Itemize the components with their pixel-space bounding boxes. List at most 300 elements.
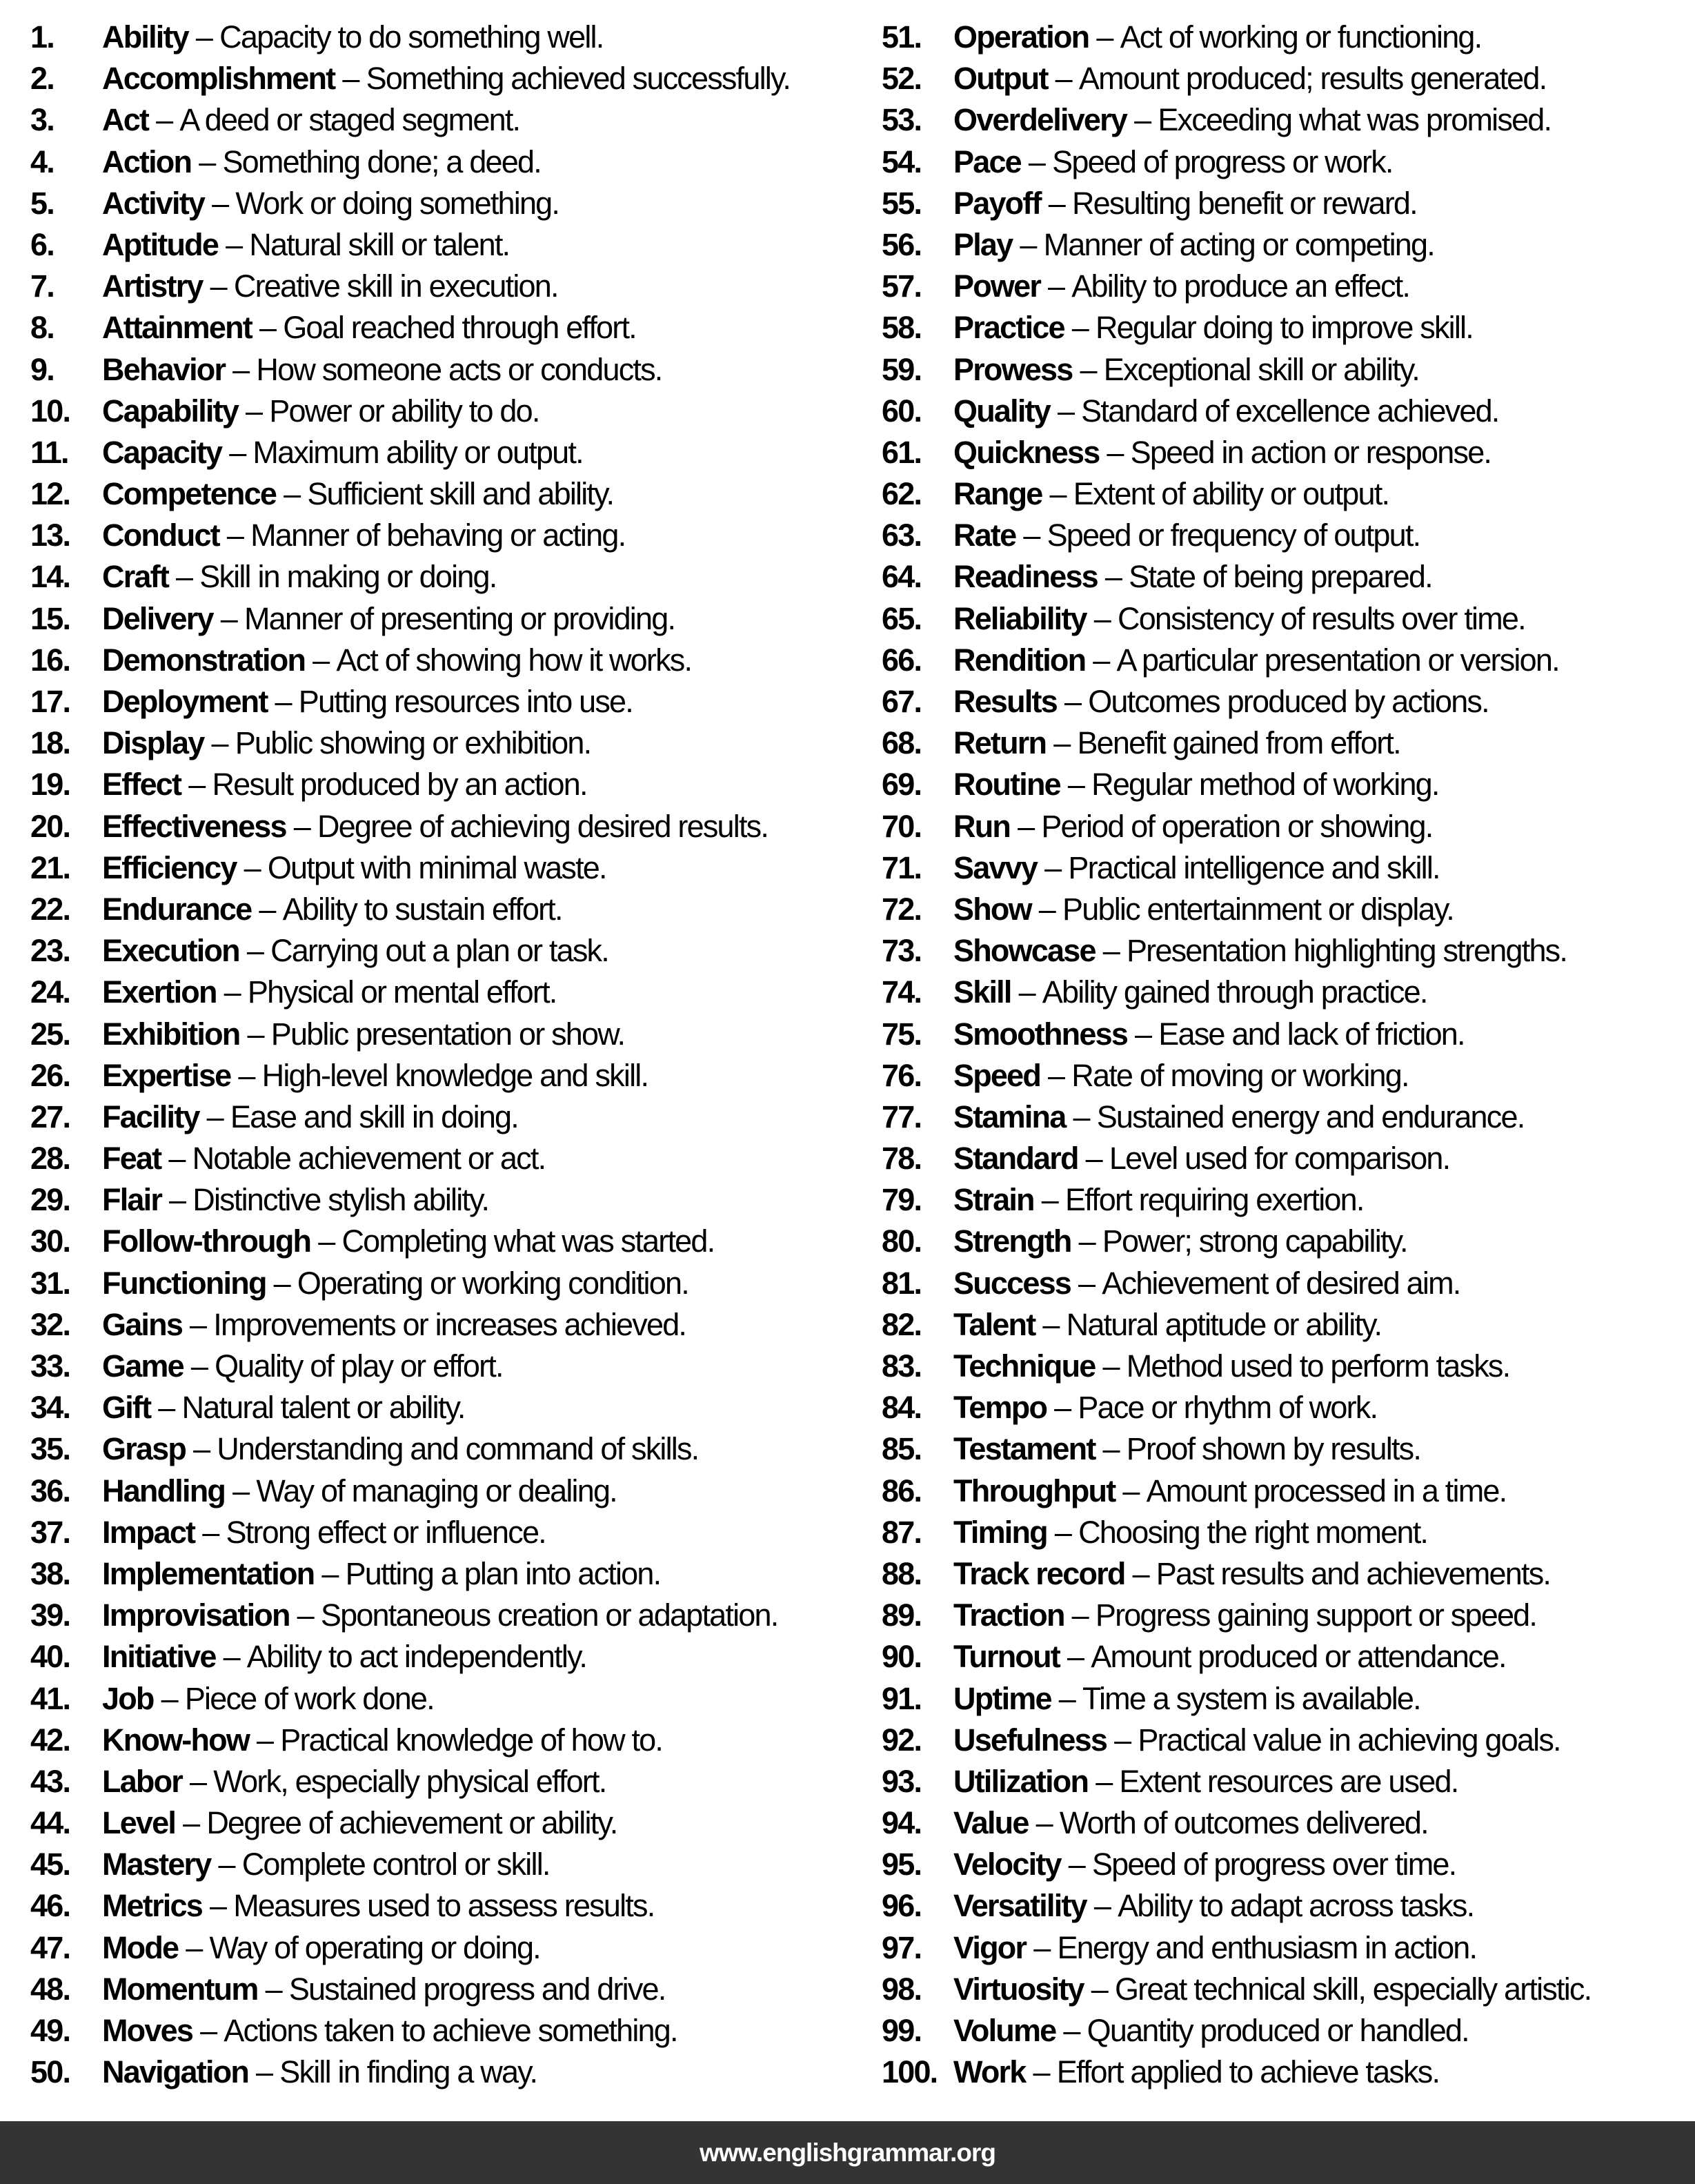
item-definition: Operating or working condition. [297,1265,688,1301]
item-term: Display [102,725,204,761]
item-number: 70. [882,808,922,844]
list-item [882,17,1694,58]
item-number: 95. [882,1847,922,1882]
list-item [30,1720,847,1761]
dash-separator: – [193,1431,210,1467]
dash-separator: – [209,1888,226,1924]
item-number: 85. [882,1431,922,1467]
right-column [847,17,1694,2105]
dash-separator: – [183,1805,199,1841]
item-term: Improvisation [102,1597,290,1633]
item-number: 90. [882,1639,922,1675]
item-number: 68. [882,725,922,761]
item-term: Activity [102,185,205,221]
item-definition: High-level knowledge and skill. [261,1057,648,1093]
list-item [30,1428,847,1470]
dash-separator: – [313,642,329,678]
list-item [882,2052,1694,2093]
item-term: Level [102,1805,176,1841]
item-number: 38. [30,1555,70,1591]
item-term: Rate [953,518,1016,553]
list-item [30,1553,847,1595]
list-item [882,640,1694,681]
dash-separator: – [1023,518,1040,553]
item-definition: Amount processed in a time. [1146,1473,1507,1508]
item-definition: Worth of outcomes delivered. [1059,1805,1428,1841]
dash-separator: – [1055,61,1071,97]
item-number: 22. [30,891,70,927]
dash-separator: – [1033,2054,1049,2090]
item-number: 62. [882,476,922,512]
item-term: Speed [953,1057,1041,1093]
list-item [30,266,847,307]
list-item [882,806,1694,847]
list-item [882,1595,1694,1636]
item-number: 21. [30,849,70,885]
item-number: 64. [882,559,922,595]
item-definition: Skill in making or doing. [199,559,497,595]
list-item [882,1844,1694,1885]
dash-separator: – [211,725,228,761]
list-item [882,141,1694,183]
list-item [882,266,1694,307]
item-definition: Practical value in achieving goals. [1138,1722,1560,1758]
item-term: Uptime [953,1680,1051,1716]
item-definition: Maximum ability or output. [252,434,583,470]
item-number: 78. [882,1141,922,1177]
item-term: Savvy [953,849,1038,885]
item-number: 63. [882,518,922,553]
item-number: 8. [30,310,54,346]
list-item [30,307,847,348]
list-item [30,556,847,598]
item-number: 75. [882,1016,922,1052]
dash-separator: – [232,1473,249,1508]
item-definition: Spontaneous creation or adaptation. [320,1597,778,1633]
list-item [882,681,1694,722]
item-definition: Speed of progress or work. [1052,144,1393,179]
item-definition: Presentation highlighting strengths. [1126,933,1567,969]
item-definition: Benefit gained from effort. [1077,725,1400,761]
item-definition: Carrying out a plan or task. [270,933,608,969]
item-number: 92. [882,1722,922,1758]
dash-separator: – [1038,891,1055,927]
item-term: Execution [102,933,239,969]
item-term: Expertise [102,1057,231,1093]
item-number: 50. [30,2054,70,2090]
item-definition: Power or ability to do. [269,393,539,429]
item-definition: Time a system is available. [1082,1680,1420,1716]
list-item [30,1761,847,1802]
dash-separator: – [1135,1016,1151,1052]
item-definition: Manner of acting or competing. [1043,226,1434,262]
list-item [882,889,1694,930]
list-item [30,2010,847,2052]
list-item [30,1096,847,1138]
dash-separator: – [318,1223,335,1259]
item-definition: Work or doing something. [235,185,559,221]
list-item [30,1885,847,1927]
item-term: Tempo [953,1390,1047,1426]
dash-separator: – [1053,725,1070,761]
item-term: Quickness [953,434,1100,470]
item-number: 4. [30,144,54,179]
item-term: Work [953,2054,1026,2090]
dash-separator: – [1058,1680,1075,1716]
item-term: Demonstration [102,642,306,678]
dash-separator: – [1044,849,1061,885]
item-term: Vigor [953,1929,1027,1965]
item-number: 89. [882,1597,922,1633]
item-number: 47. [30,1929,70,1965]
dash-separator: – [246,933,264,969]
item-definition: Pace or rhythm of work. [1078,1390,1378,1426]
dash-separator: – [199,144,215,179]
item-term: Show [953,891,1031,927]
item-term: Rendition [953,642,1086,678]
item-number: 58. [882,310,922,346]
item-number: 5. [30,185,54,221]
item-number: 10. [30,393,70,429]
item-definition: Amount produced or attendance. [1091,1639,1506,1675]
item-definition: Energy and enthusiasm in action. [1057,1929,1477,1965]
item-term: Results [953,684,1057,719]
item-number: 96. [882,1888,922,1924]
list-item [882,1885,1694,1927]
item-term: Craft [102,559,169,595]
item-term: Range [953,476,1042,512]
dash-separator: – [1054,1390,1071,1426]
item-number: 77. [882,1099,922,1134]
item-definition: Capacity to do something well. [219,19,604,55]
item-number: 41. [30,1680,70,1716]
list-item [882,1428,1694,1470]
item-definition: Progress gaining support or speed. [1095,1597,1537,1633]
item-definition: Putting a plan into action. [345,1555,661,1591]
item-number: 27. [30,1099,70,1134]
dash-separator: – [1033,1929,1050,1965]
item-number: 40. [30,1639,70,1675]
item-definition: Amount produced; results generated. [1078,61,1547,97]
item-term: Prowess [953,351,1073,387]
list-item [30,722,847,764]
item-number: 52. [882,61,922,97]
item-term: Payoff [953,185,1041,221]
list-item [30,1969,847,2010]
dash-separator: – [1134,102,1151,138]
dash-separator: – [265,1971,281,2007]
item-term: Success [953,1265,1071,1301]
item-definition: Ease and skill in doing. [230,1099,518,1134]
item-number: 48. [30,1971,70,2007]
list-item [882,58,1694,99]
list-item [30,432,847,473]
item-definition: Sustained progress and drive. [288,1971,666,2007]
dash-separator: – [223,1639,239,1675]
item-number: 9. [30,351,54,387]
item-term: Value [953,1805,1029,1841]
item-definition: Public showing or exhibition. [235,725,591,761]
dash-separator: – [1063,2013,1080,2048]
dash-separator: – [202,1514,219,1550]
item-definition: Manner of presenting or providing. [244,600,675,636]
item-definition: Method used to perform tasks. [1126,1348,1510,1384]
dash-separator: – [190,1763,206,1799]
dash-separator: – [190,1348,208,1384]
item-definition: Sufficient skill and ability. [307,476,614,512]
item-definition: Notable achievement or act. [192,1141,546,1177]
item-definition: Creative skill in execution. [233,268,558,304]
item-definition: Speed in action or response. [1130,434,1491,470]
dash-separator: – [226,226,242,262]
item-number: 88. [882,1555,922,1591]
item-definition: Great technical skill, especially artistic. [1114,1971,1592,2007]
dash-separator: – [1122,1473,1139,1508]
dash-separator: – [200,2013,217,2048]
item-definition: Speed of progress over time. [1091,1847,1456,1882]
item-number: 35. [30,1431,70,1467]
item-definition: Proof shown by results. [1126,1431,1421,1467]
item-definition: Degree of achieving desired results. [317,808,769,844]
dash-separator: – [1071,310,1088,346]
dash-separator: – [293,808,310,844]
item-definition: Public presentation or show. [270,1016,625,1052]
item-term: Endurance [102,891,252,927]
list-item [882,1761,1694,1802]
dash-separator: – [1042,1306,1059,1342]
item-number: 99. [882,2013,922,2048]
list-item [30,183,847,224]
item-term: Artistry [102,268,203,304]
list-item [30,1512,847,1553]
list-item [882,2010,1694,2052]
dash-separator: – [195,19,212,55]
dash-separator: – [220,600,237,636]
dash-separator: – [1093,1888,1111,1924]
item-definition: Public entertainment or display. [1062,891,1454,927]
list-item [882,1636,1694,1678]
item-definition: Standard of excellence achieved. [1081,393,1499,429]
item-definition: How someone acts or conducts. [256,351,662,387]
item-definition: Choosing the right moment. [1078,1514,1428,1550]
item-number: 54. [882,144,922,179]
list-item [882,1014,1694,1055]
item-term: Act [102,102,149,138]
dash-separator: – [1018,974,1035,1010]
dash-separator: – [1096,19,1113,55]
item-term: Game [102,1348,184,1384]
item-term: Capacity [102,434,222,470]
item-term: Ability [102,19,188,55]
item-definition: Something achieved successfully. [366,61,791,97]
item-term: Deployment [102,684,268,719]
item-term: Momentum [102,1971,258,2007]
item-term: Conduct [102,518,219,553]
item-number: 93. [882,1763,922,1799]
dash-separator: – [1078,1223,1095,1259]
list-item [30,1844,847,1885]
item-number: 100. [882,2054,938,2090]
item-number: 74. [882,974,922,1010]
item-term: Testament [953,1431,1096,1467]
item-definition: Strong effect or influence. [226,1514,546,1550]
dash-separator: – [1054,1514,1071,1550]
item-number: 29. [30,1182,70,1218]
list-item [882,556,1694,598]
item-term: Play [953,226,1013,262]
dash-separator: – [1132,1555,1149,1591]
dash-separator: – [1048,1057,1064,1093]
list-item [30,972,847,1013]
item-definition: Regular doing to improve skill. [1095,310,1473,346]
item-number: 12. [30,476,70,512]
item-definition: Effort applied to achieve tasks. [1056,2054,1440,2090]
item-number: 36. [30,1473,70,1508]
dash-separator: – [1071,1597,1088,1633]
item-term: Know-how [102,1722,250,1758]
item-number: 51. [882,19,922,55]
list-item [30,17,847,58]
item-number: 67. [882,684,922,719]
item-number: 13. [30,518,70,553]
dash-separator: – [229,434,246,470]
item-definition: Consistency of results over time. [1118,600,1525,636]
item-term: Aptitude [102,226,219,262]
item-term: Traction [953,1597,1064,1633]
item-definition: Degree of achievement or ability. [206,1805,617,1841]
list-item [882,432,1694,473]
list-item [882,391,1694,432]
item-number: 69. [882,767,922,803]
list-item [882,1387,1694,1428]
item-definition: Regular method of working. [1091,767,1439,803]
list-item [882,1096,1694,1138]
item-definition: Improvements or increases achieved. [213,1306,686,1342]
item-term: Run [953,808,1011,844]
list-item [30,764,847,805]
dash-separator: – [156,102,172,138]
dash-separator: – [1096,1763,1112,1799]
item-term: Exhibition [102,1016,240,1052]
item-number: 56. [882,226,922,262]
item-number: 37. [30,1514,70,1550]
list-item [30,349,847,391]
list-item [30,806,847,847]
item-number: 24. [30,974,70,1010]
item-definition: Result produced by an action. [212,767,587,803]
footer-bar [0,2121,1695,2184]
item-definition: Physical or mental effort. [247,974,557,1010]
item-term: Facility [102,1099,199,1134]
item-term: Behavior [102,351,226,387]
dash-separator: – [1067,1639,1084,1675]
list-item [882,1346,1694,1387]
item-term: Versatility [953,1888,1087,1924]
item-definition: Quality of play or effort. [215,1348,503,1384]
dash-separator: – [259,891,275,927]
item-number: 26. [30,1057,70,1093]
item-definition: Speed or frequency of output. [1047,518,1420,553]
list-item [30,1138,847,1179]
item-definition: Period of operation or showing. [1041,808,1433,844]
item-number: 84. [882,1390,922,1426]
item-number: 6. [30,226,54,262]
dash-separator: – [210,268,226,304]
dash-separator: – [1091,1971,1107,2007]
item-definition: Manner of behaving or acting. [250,518,626,553]
item-definition: Rate of moving or working. [1071,1057,1409,1093]
dash-separator: – [256,2054,272,2090]
item-definition: Ability to adapt across tasks. [1118,1888,1474,1924]
dash-separator: – [1102,1431,1119,1467]
item-number: 23. [30,933,70,969]
dash-separator: – [1048,185,1064,221]
list-item [882,1927,1694,1969]
item-number: 1. [30,19,54,55]
item-term: Readiness [953,559,1098,595]
list-item [882,1221,1694,1262]
list-item [882,1055,1694,1096]
item-definition: Ease and lack of friction. [1158,1016,1465,1052]
item-definition: Act of working or functioning. [1120,19,1482,55]
item-definition: Natural aptitude or ability. [1066,1306,1382,1342]
item-definition: State of being prepared. [1129,559,1432,595]
item-definition: Level used for comparison. [1109,1141,1450,1177]
dash-separator: – [1085,1141,1102,1177]
list-item [30,1927,847,1969]
item-definition: Ability gained through practice. [1042,974,1427,1010]
dash-separator: – [232,351,249,387]
dash-separator: – [168,1141,185,1177]
item-definition: A deed or staged segment. [179,102,520,138]
item-definition: Measures used to assess results. [233,1888,655,1924]
dash-separator: – [259,310,276,346]
item-term: Follow-through [102,1223,311,1259]
item-number: 82. [882,1306,922,1342]
item-number: 45. [30,1847,70,1882]
item-definition: Way of operating or doing. [209,1929,540,1965]
list-item [30,1055,847,1096]
item-number: 80. [882,1223,922,1259]
dash-separator: – [169,1182,186,1218]
list-item [30,681,847,722]
item-term: Gains [102,1306,183,1342]
item-term: Feat [102,1141,161,1177]
item-number: 87. [882,1514,922,1550]
item-term: Pace [953,144,1021,179]
item-number: 3. [30,102,54,138]
list-item [30,1221,847,1262]
list-item [882,847,1694,889]
dash-separator: – [1078,1265,1095,1301]
item-term: Initiative [102,1639,216,1675]
item-number: 94. [882,1805,922,1841]
item-term: Usefulness [953,1722,1107,1758]
item-definition: Sustained energy and endurance. [1096,1099,1525,1134]
item-number: 86. [882,1473,922,1508]
item-number: 46. [30,1888,70,1924]
list-item [30,1636,847,1678]
item-number: 79. [882,1182,922,1218]
list-item [882,224,1694,266]
dash-separator: – [297,1597,313,1633]
item-number: 81. [882,1265,922,1301]
item-term: Exertion [102,974,217,1010]
item-definition: Ability to act independently. [246,1639,587,1675]
dash-separator: – [1028,144,1045,179]
item-number: 61. [882,434,922,470]
item-number: 32. [30,1306,70,1342]
